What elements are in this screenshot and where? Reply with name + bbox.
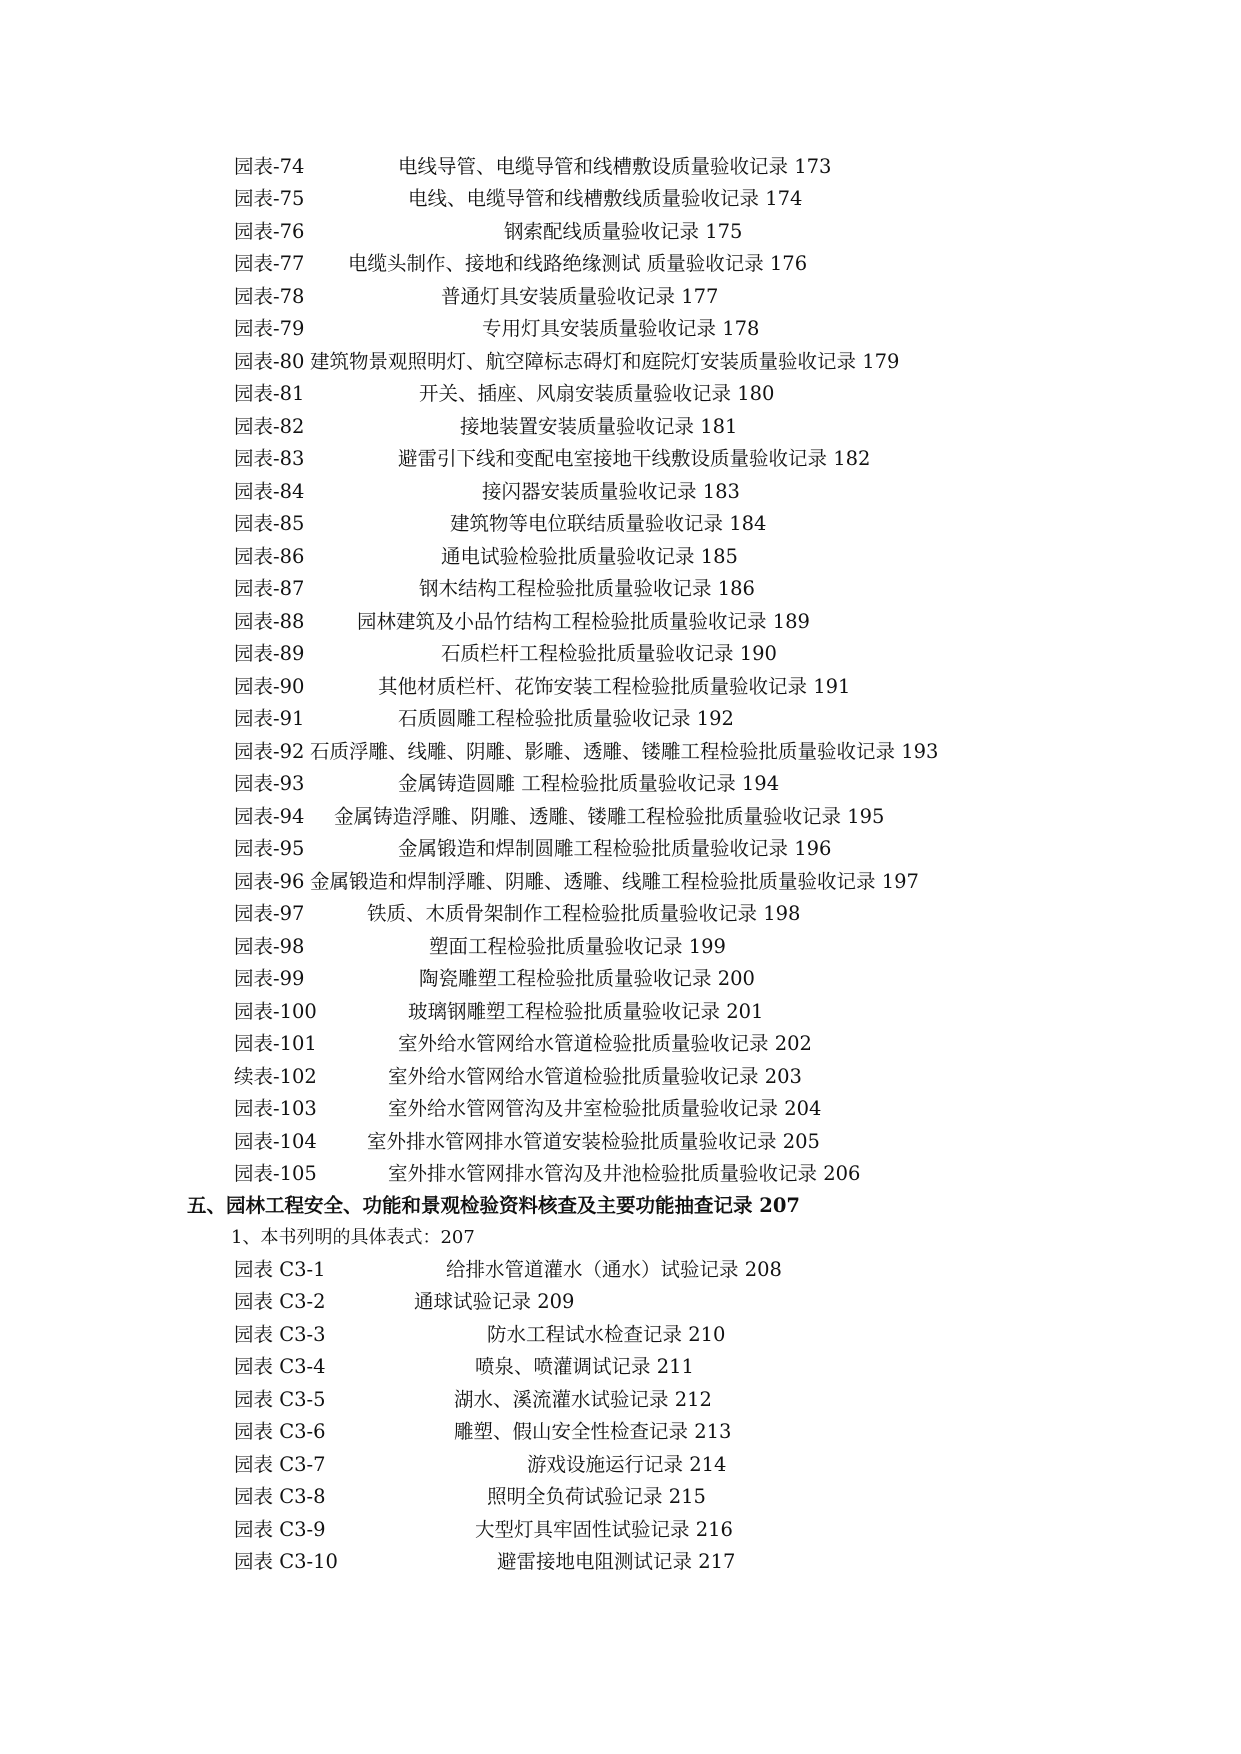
entry-title: 塑面工程检验批质量验收记录 199: [429, 935, 726, 958]
entry-code: 园表 C3-3: [234, 1323, 326, 1346]
entry-title: 石质栏杆工程检验批质量验收记录 190: [441, 642, 777, 665]
entry-title: 建筑物景观照明灯、航空障标志碍灯和庭院灯安装质量验收记录 179: [310, 350, 900, 373]
entry-title: 金属锻造和焊制浮雕、阴雕、透雕、线雕工程检验批质量验收记录 197: [310, 870, 919, 893]
entry-title: 防水工程试水检查记录 210: [487, 1323, 726, 1346]
entry-title: 避雷接地电阻测试记录 217: [497, 1550, 736, 1573]
entry-code: 园表-87: [234, 577, 305, 600]
entry-title: 湖水、溪流灌水试验记录 212: [454, 1388, 712, 1411]
entry-title: 接闪器安装质量验收记录 183: [482, 480, 740, 503]
entry-code: 园表-77: [234, 252, 305, 275]
entry-code: 园表-99: [234, 967, 305, 990]
entry-title: 石质浮雕、线雕、阴雕、影雕、透雕、镂雕工程检验批质量验收记录 193: [310, 740, 939, 763]
entry-code: 园表 C3-6: [234, 1420, 326, 1443]
entry-code: 园表-82: [234, 415, 305, 438]
entry-code: 园表-91: [234, 707, 305, 730]
entry-title: 室外排水管网排水管道安装检验批质量验收记录 205: [367, 1130, 820, 1153]
entry-title: 电线、电缆导管和线槽敷线质量验收记录 174: [408, 187, 803, 210]
entry-code: 园表-105: [234, 1162, 317, 1185]
entry-code: 园表-88: [234, 610, 305, 633]
entry-title: 玻璃钢雕塑工程检验批质量验收记录 201: [408, 1000, 764, 1023]
entry-code: 园表-93: [234, 772, 305, 795]
entry-title: 通电试验检验批质量验收记录 185: [441, 545, 738, 568]
entry-title: 通球试验记录 209: [414, 1290, 575, 1313]
entry-title: 金属铸造浮雕、阴雕、透雕、镂雕工程检验批质量验收记录 195: [334, 805, 885, 828]
entry-title: 雕塑、假山安全性检查记录 213: [454, 1420, 732, 1443]
entry-title: 金属铸造圆雕 工程检验批质量验收记录 194: [398, 772, 780, 795]
entry-code: 园表-74: [234, 155, 305, 178]
entry-title: 照明全负荷试验记录 215: [487, 1485, 706, 1508]
entry-title: 园林建筑及小品竹结构工程检验批质量验收记录 189: [357, 610, 810, 633]
entry-title: 石质圆雕工程检验批质量验收记录 192: [398, 707, 734, 730]
entry-code: 园表-95: [234, 837, 305, 860]
entry-code: 园表 C3-4: [234, 1355, 326, 1378]
entry-code: 园表-101: [234, 1032, 317, 1055]
entry-code: 园表-76: [234, 220, 305, 243]
entry-title: 喷泉、喷灌调试记录 211: [475, 1355, 694, 1378]
entry-code: 园表-79: [234, 317, 305, 340]
entry-title: 接地装置安装质量验收记录 181: [460, 415, 738, 438]
entry-code: 园表-98: [234, 935, 305, 958]
entry-code: 园表 C3-2: [234, 1290, 326, 1313]
entry-code: 园表 C3-1: [234, 1258, 326, 1281]
section-heading: 五、园林工程安全、功能和景观检验资料核查及主要功能抽查记录 207: [187, 1194, 800, 1217]
entry-title: 其他材质栏杆、花饰安装工程检验批质量验收记录 191: [378, 675, 851, 698]
entry-code: 园表 C3-10: [234, 1550, 338, 1573]
entry-code: 园表 C3-5: [234, 1388, 326, 1411]
entry-title: 开关、插座、风扇安装质量验收记录 180: [419, 382, 775, 405]
entry-code: 园表-89: [234, 642, 305, 665]
entry-title: 专用灯具安装质量验收记录 178: [482, 317, 760, 340]
entry-title: 钢索配线质量验收记录 175: [504, 220, 743, 243]
entry-code: 园表-86: [234, 545, 305, 568]
entry-title: 室外给水管网给水管道检验批质量验收记录 203: [388, 1065, 802, 1088]
entry-title: 陶瓷雕塑工程检验批质量验收记录 200: [419, 967, 755, 990]
entry-code: 园表-100: [234, 1000, 317, 1023]
entry-code: 园表-97: [234, 902, 305, 925]
entry-code: 园表-84: [234, 480, 305, 503]
entry-code: 园表 C3-8: [234, 1485, 326, 1508]
entry-code: 园表-96: [234, 870, 305, 893]
entry-title: 金属锻造和焊制圆雕工程检验批质量验收记录 196: [398, 837, 832, 860]
entry-code: 园表-78: [234, 285, 305, 308]
entry-code: 园表-75: [234, 187, 305, 210]
entry-code: 园表-103: [234, 1097, 317, 1120]
entry-code: 园表-81: [234, 382, 305, 405]
entry-title: 室外排水管网排水管沟及井池检验批质量验收记录 206: [388, 1162, 861, 1185]
entry-title: 铁质、木质骨架制作工程检验批质量验收记录 198: [367, 902, 801, 925]
entry-title: 建筑物等电位联结质量验收记录 184: [450, 512, 767, 535]
entry-code: 园表 C3-9: [234, 1518, 326, 1541]
entry-code: 园表-83: [234, 447, 305, 470]
entry-title: 室外给水管网管沟及井室检验批质量验收记录 204: [388, 1097, 822, 1120]
entry-code: 园表-92: [234, 740, 305, 763]
entry-code: 续表-102: [234, 1065, 317, 1088]
entry-title: 给排水管道灌水（通水）试验记录 208: [446, 1258, 782, 1281]
entry-title: 普通灯具安装质量验收记录 177: [441, 285, 719, 308]
entry-code: 园表-90: [234, 675, 305, 698]
entry-code: 园表-94: [234, 805, 305, 828]
entry-title: 游戏设施运行记录 214: [527, 1453, 727, 1476]
entry-title: 电线导管、电缆导管和线槽敷设质量验收记录 173: [398, 155, 832, 178]
entry-title: 电缆头制作、接地和线路绝缘测试 质量验收记录 176: [348, 252, 808, 275]
entry-code: 园表 C3-7: [234, 1453, 326, 1476]
entry-code: 园表-80: [234, 350, 305, 373]
entry-title: 避雷引下线和变配电室接地干线敷设质量验收记录 182: [398, 447, 871, 470]
subheading: 1、本书列明的具体表式：207: [231, 1227, 475, 1248]
entry-code: 园表-85: [234, 512, 305, 535]
entry-code: 园表-104: [234, 1130, 317, 1153]
entry-title: 室外给水管网给水管道检验批质量验收记录 202: [398, 1032, 812, 1055]
entry-title: 钢木结构工程检验批质量验收记录 186: [419, 577, 755, 600]
entry-title: 大型灯具牢固性试验记录 216: [475, 1518, 733, 1541]
